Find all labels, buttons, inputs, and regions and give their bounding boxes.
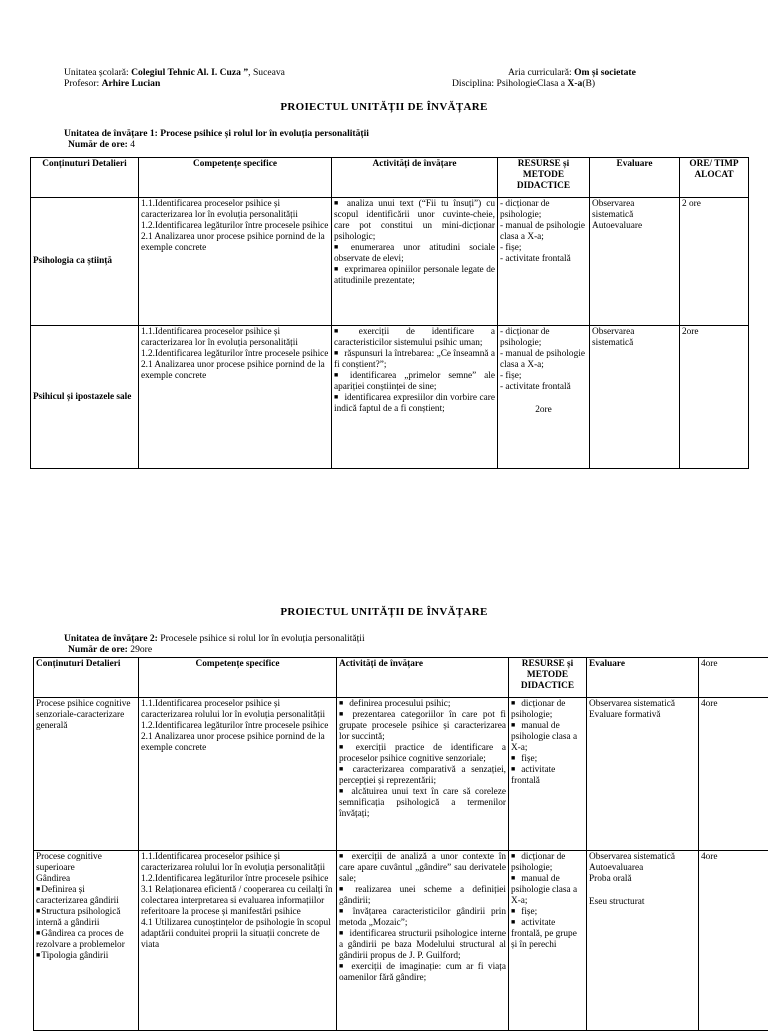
col-resources: RESURSE și METODE DIDACTICE [509, 658, 587, 698]
resource-text: fișe; [521, 754, 537, 764]
activity-text: caracterizarea comparativă a senzației, percepției și reprezentării; [339, 765, 506, 786]
teacher-name: Arhire Lucian [102, 78, 161, 89]
teacher-label: Profesor: [64, 78, 102, 89]
black-square-icon: ■ [339, 765, 347, 773]
resource-item [511, 721, 584, 754]
black-square-icon: ■ [339, 699, 343, 707]
hours-cell: 4ore [699, 851, 768, 1031]
content-item [36, 929, 136, 951]
competence-item: 1.1.Identificarea proceselor psihice și caracterizarea rolului lor în evoluția personalității [141, 699, 334, 721]
competences-cell [139, 851, 337, 1031]
competence-item: 4.1 Utilizarea cunoștințelor de psihologie în scopul adaptării conduitei proprii la situații concrete de viata [141, 918, 334, 951]
black-square-icon: ■ [36, 951, 40, 959]
activities-cell [332, 198, 498, 326]
evaluation-item: Autoevaluarea [589, 863, 696, 874]
col-hours: 4ore [699, 658, 768, 698]
page1-title: PROIECTUL UNITĂȚII DE ÎNVĂȚARE [0, 101, 768, 114]
school-line [64, 67, 285, 78]
resource-item [511, 699, 584, 721]
area-label: Aria curriculară: [508, 67, 574, 78]
page2-unit-label: Unitatea de învățare 2: [64, 633, 160, 644]
resource-text: activitate frontală [511, 765, 555, 786]
black-square-icon: ■ [36, 885, 40, 893]
col-competences: Competențe specifice [139, 658, 337, 698]
black-square-icon: ■ [339, 962, 345, 970]
evaluation-item: Observarea sistematică [589, 852, 696, 863]
page1-unit [64, 128, 369, 139]
resource-item: - activitate frontală [500, 382, 587, 393]
activity-item [334, 393, 495, 415]
activity-text: exprimarea opiniilor personale legate de atitudinile prezentate; [334, 265, 495, 286]
black-square-icon: ■ [334, 199, 341, 207]
col-competences: Competențe specifice [139, 158, 332, 198]
black-square-icon: ■ [511, 754, 515, 762]
evaluation-cell [590, 198, 680, 326]
page2-hours-label: Număr de ore: [68, 644, 130, 655]
evaluation-item: Proba orală [589, 874, 696, 885]
page2-unit [64, 633, 365, 644]
table-row [34, 851, 768, 1031]
content-item [36, 885, 136, 907]
resource-item: - manual de psihologie clasa a X-a; [500, 349, 587, 371]
black-square-icon: ■ [511, 721, 515, 729]
discipline-line [452, 78, 595, 89]
resource-text: dicționar de psihologie; [511, 852, 565, 873]
activity-item [339, 765, 506, 787]
black-square-icon: ■ [334, 393, 338, 401]
school-city: , Suceava [248, 67, 285, 78]
content-cell [34, 851, 139, 1031]
black-square-icon: ■ [334, 327, 353, 335]
content-item [36, 951, 136, 962]
page2-hours [68, 644, 152, 655]
resource-extra: 2ore [500, 405, 587, 416]
resource-item [511, 874, 584, 907]
page1-header-row [31, 158, 749, 198]
competence-item: 1.1.Identificarea proceselor psihice și caracterizarea lor în evoluția personalității [141, 327, 329, 349]
activity-text: exerciții de imaginație: cum ar fi viața oamenilor fără gândire; [339, 962, 506, 983]
black-square-icon: ■ [339, 743, 350, 751]
col-evaluation: Evaluare [590, 158, 680, 198]
activity-item [339, 852, 506, 885]
black-square-icon: ■ [339, 787, 345, 795]
evaluation-item: Observarea sistematică [592, 327, 677, 349]
black-square-icon: ■ [511, 918, 515, 926]
activity-text: alcătuirea unui text în care să coreleze semnificația psihologică a termenilor învățați; [339, 787, 506, 819]
activity-item [339, 885, 506, 907]
competences-cell [139, 698, 337, 851]
page2-title: PROIECTUL UNITĂȚII DE ÎNVĂȚARE [0, 606, 768, 619]
activity-text: exerciții practice de identificare a proceselor psihice cognitive senzoriale; [339, 743, 506, 764]
school-label: Unitatea școlară: [64, 67, 131, 78]
content-item-text: Definirea și caracterizarea gândirii [36, 885, 119, 906]
activity-text: realizarea unei scheme a definiției gândirii; [339, 885, 506, 906]
hours-cell: 4ore [699, 698, 768, 851]
activity-item [334, 327, 495, 349]
school-name: Colegiul Tehnic Al. I. Cuza ” [131, 67, 248, 78]
black-square-icon: ■ [511, 907, 515, 915]
activity-item [334, 199, 495, 243]
activity-text: învățarea caracteristicilor gândirii prin metoda „Mozaic”; [339, 907, 506, 928]
content-cell: Procese psihice cognitive senzoriale-caracterizare generală [34, 698, 139, 851]
activity-item [339, 929, 506, 962]
activity-item [334, 265, 495, 287]
resource-item: - dicționar de psihologie; [500, 199, 587, 221]
col-activities: Activități de învățare [337, 658, 509, 698]
resource-item [511, 852, 584, 874]
table-row [34, 698, 768, 851]
discipline-suffix: (B) [582, 78, 595, 89]
content-item-text: Structura psihologică internă a gândirii [36, 907, 121, 928]
black-square-icon: ■ [339, 852, 346, 860]
evaluation-item: Observarea sistematică [592, 199, 677, 221]
competences-cell [139, 198, 332, 326]
black-square-icon: ■ [334, 265, 338, 273]
black-square-icon: ■ [511, 874, 515, 882]
resources-cell [509, 851, 587, 1031]
resource-item [511, 907, 584, 918]
evaluation-item: Autoevaluare [592, 221, 677, 232]
page2-table [33, 657, 768, 1031]
content-line: Gândirea [36, 874, 136, 885]
discipline-value: X-a [567, 78, 582, 89]
table-row [31, 198, 749, 326]
resource-item: - fișe; [500, 371, 587, 382]
competence-item: 3.1 Relaționarea eficientă / cooperarea cu ceilalți în colectarea interpretarea si evaluarea informațiilor referitoare la procese și manifestări psihice [141, 885, 334, 918]
competence-item: 2.1 Analizarea unor procese psihice pornind de la exemple concrete [141, 732, 334, 754]
resource-text: manual de psihologie clasa a X-a; [511, 721, 577, 753]
black-square-icon: ■ [36, 907, 40, 915]
evaluation-cell [587, 698, 699, 851]
activity-text: enumerarea unor atitudini sociale observate de elevi; [334, 243, 495, 264]
resources-cell [498, 198, 590, 326]
resource-item [511, 765, 584, 787]
content-cell: Psihologia ca știință [31, 198, 139, 326]
resource-item [511, 754, 584, 765]
activity-text: identificarea „primelor semne” ale apariției conștiinței de sine; [334, 371, 495, 392]
area-line [508, 67, 636, 78]
resource-item: - dicționar de psihologie; [500, 327, 587, 349]
black-square-icon: ■ [511, 765, 515, 773]
activity-item [339, 710, 506, 743]
resources-cell [498, 326, 590, 469]
black-square-icon: ■ [334, 349, 338, 357]
content-item-text: Tipologia gândirii [41, 951, 108, 961]
content-line: Procese cognitive superioare [36, 852, 136, 874]
content-item-text: Gândirea ca proces de rezolvare a problemelor [36, 929, 125, 950]
evaluation-item: Observarea sistematică [589, 699, 696, 710]
teacher-line [64, 78, 160, 89]
activity-text: prezentarea categoriilor în care pot fi grupate procesele psihice și caracterizarea lor succintă; [339, 710, 506, 742]
page1-hours [68, 139, 135, 150]
page1-hours-label: Număr de ore: [68, 139, 130, 150]
competence-item: 1.2.Identificarea legăturilor între procesele psihice [141, 221, 329, 232]
black-square-icon: ■ [339, 907, 347, 915]
activity-item [339, 743, 506, 765]
col-hours: ORE/ TIMP ALOCAT [680, 158, 749, 198]
competence-item: 1.2.Identificarea legăturilor între procesele psihice [141, 721, 334, 732]
col-evaluation: Evaluare [587, 658, 699, 698]
area-value: Om și societate [574, 67, 636, 78]
col-resources: RESURSE și METODE DIDACTICE [498, 158, 590, 198]
page2-hours-value: 29ore [130, 644, 152, 655]
competence-item: 2.1 Analizarea unor procese psihice pornind de la exemple concrete [141, 360, 329, 382]
resource-text: activitate frontală, pe grupe și în perechi [511, 918, 577, 950]
col-content: Conținuturi Detalieri [34, 658, 139, 698]
col-activities: Activități de învățare [332, 158, 498, 198]
page1-unit-name: Procese psihice și rolul lor în evoluția personalității [160, 128, 369, 139]
activity-item [339, 907, 506, 929]
competence-item: 2.1 Analizarea unor procese psihice pornind de la exemple concrete [141, 232, 329, 254]
page1-unit-label: Unitatea de învățare 1: [64, 128, 160, 139]
activities-cell [337, 851, 509, 1031]
activities-cell [337, 698, 509, 851]
page1-hours-value: 4 [130, 139, 135, 150]
activity-text: identificarea structurii psihologice interne a gândirii pe baza Modelului structural al gândirii propus de J. P. Guilford; [339, 929, 506, 961]
competence-item: 1.1.Identificarea proceselor psihice și caracterizarea rolului lor în evoluția personalității [141, 852, 334, 874]
discipline-label: Disciplina: PsihologieClasa a [452, 78, 567, 89]
activity-item [334, 371, 495, 393]
activity-text: exerciții de identificare a caracteristicilor sistemului psihic uman; [334, 327, 495, 348]
table-row [31, 326, 749, 469]
activities-cell [332, 326, 498, 469]
black-square-icon: ■ [334, 371, 344, 379]
competence-item: 1.2.Identificarea legăturilor între procesele psihice [141, 349, 329, 360]
competences-cell [139, 326, 332, 469]
activity-item [339, 787, 506, 820]
black-square-icon: ■ [36, 929, 40, 937]
col-content: Conținuturi Detalieri [31, 158, 139, 198]
activity-text: definirea procesului psihic; [349, 699, 450, 709]
resource-item: - fișe; [500, 243, 587, 254]
content-cell: Psihicul și ipostazele sale [31, 326, 139, 469]
black-square-icon: ■ [339, 710, 346, 718]
content-item [36, 907, 136, 929]
competence-item: 1.1.Identificarea proceselor psihice și caracterizarea lor în evoluția personalității [141, 199, 329, 221]
evaluation-item: Evaluare formativă [589, 710, 696, 721]
resource-item: - manual de psihologie clasa a X-a; [500, 221, 587, 243]
activity-item [334, 349, 495, 371]
resource-text: fișe; [521, 907, 537, 917]
evaluation-cell [590, 326, 680, 469]
black-square-icon: ■ [511, 852, 515, 860]
black-square-icon: ■ [511, 699, 515, 707]
resource-text: dicționar de psihologie; [511, 699, 565, 720]
evaluation-cell [587, 851, 699, 1031]
resource-item [511, 918, 584, 951]
activity-text: exerciții de analiză a unor contexte în care apare cuvântul „gândire” sau derivatele sale; [339, 852, 506, 884]
page2-unit-name: Procesele psihice si rolul lor în evoluția personalității [160, 633, 364, 644]
activity-item [339, 699, 506, 710]
activity-text: analiza unui text (“Fii tu însuți”) cu scopul identificării unor cuvinte-cheie, care pot constitui un mini-dicționar psihologic; [334, 199, 495, 242]
resources-cell [509, 698, 587, 851]
page2-header-row [34, 658, 768, 698]
evaluation-item: Eseu structurat [589, 897, 696, 908]
activity-text: identificarea expresiilor din vorbire care indică faptul de a fi conștient; [334, 393, 495, 414]
page1-table [30, 157, 749, 469]
competence-item: 1.2.Identificarea legăturilor între procesele psihice [141, 874, 334, 885]
black-square-icon: ■ [339, 885, 349, 893]
resource-text: manual de psihologie clasa a X-a; [511, 874, 577, 906]
resource-item: - activitate frontală [500, 254, 587, 265]
black-square-icon: ■ [339, 929, 344, 937]
hours-cell: 2 ore [680, 198, 749, 326]
hours-cell: 2ore [680, 326, 749, 469]
activity-item [339, 962, 506, 984]
black-square-icon: ■ [334, 243, 345, 251]
activity-text: răspunsuri la întrebarea: „Ce înseamnă a fi conștient?”; [334, 349, 495, 370]
activity-item [334, 243, 495, 265]
